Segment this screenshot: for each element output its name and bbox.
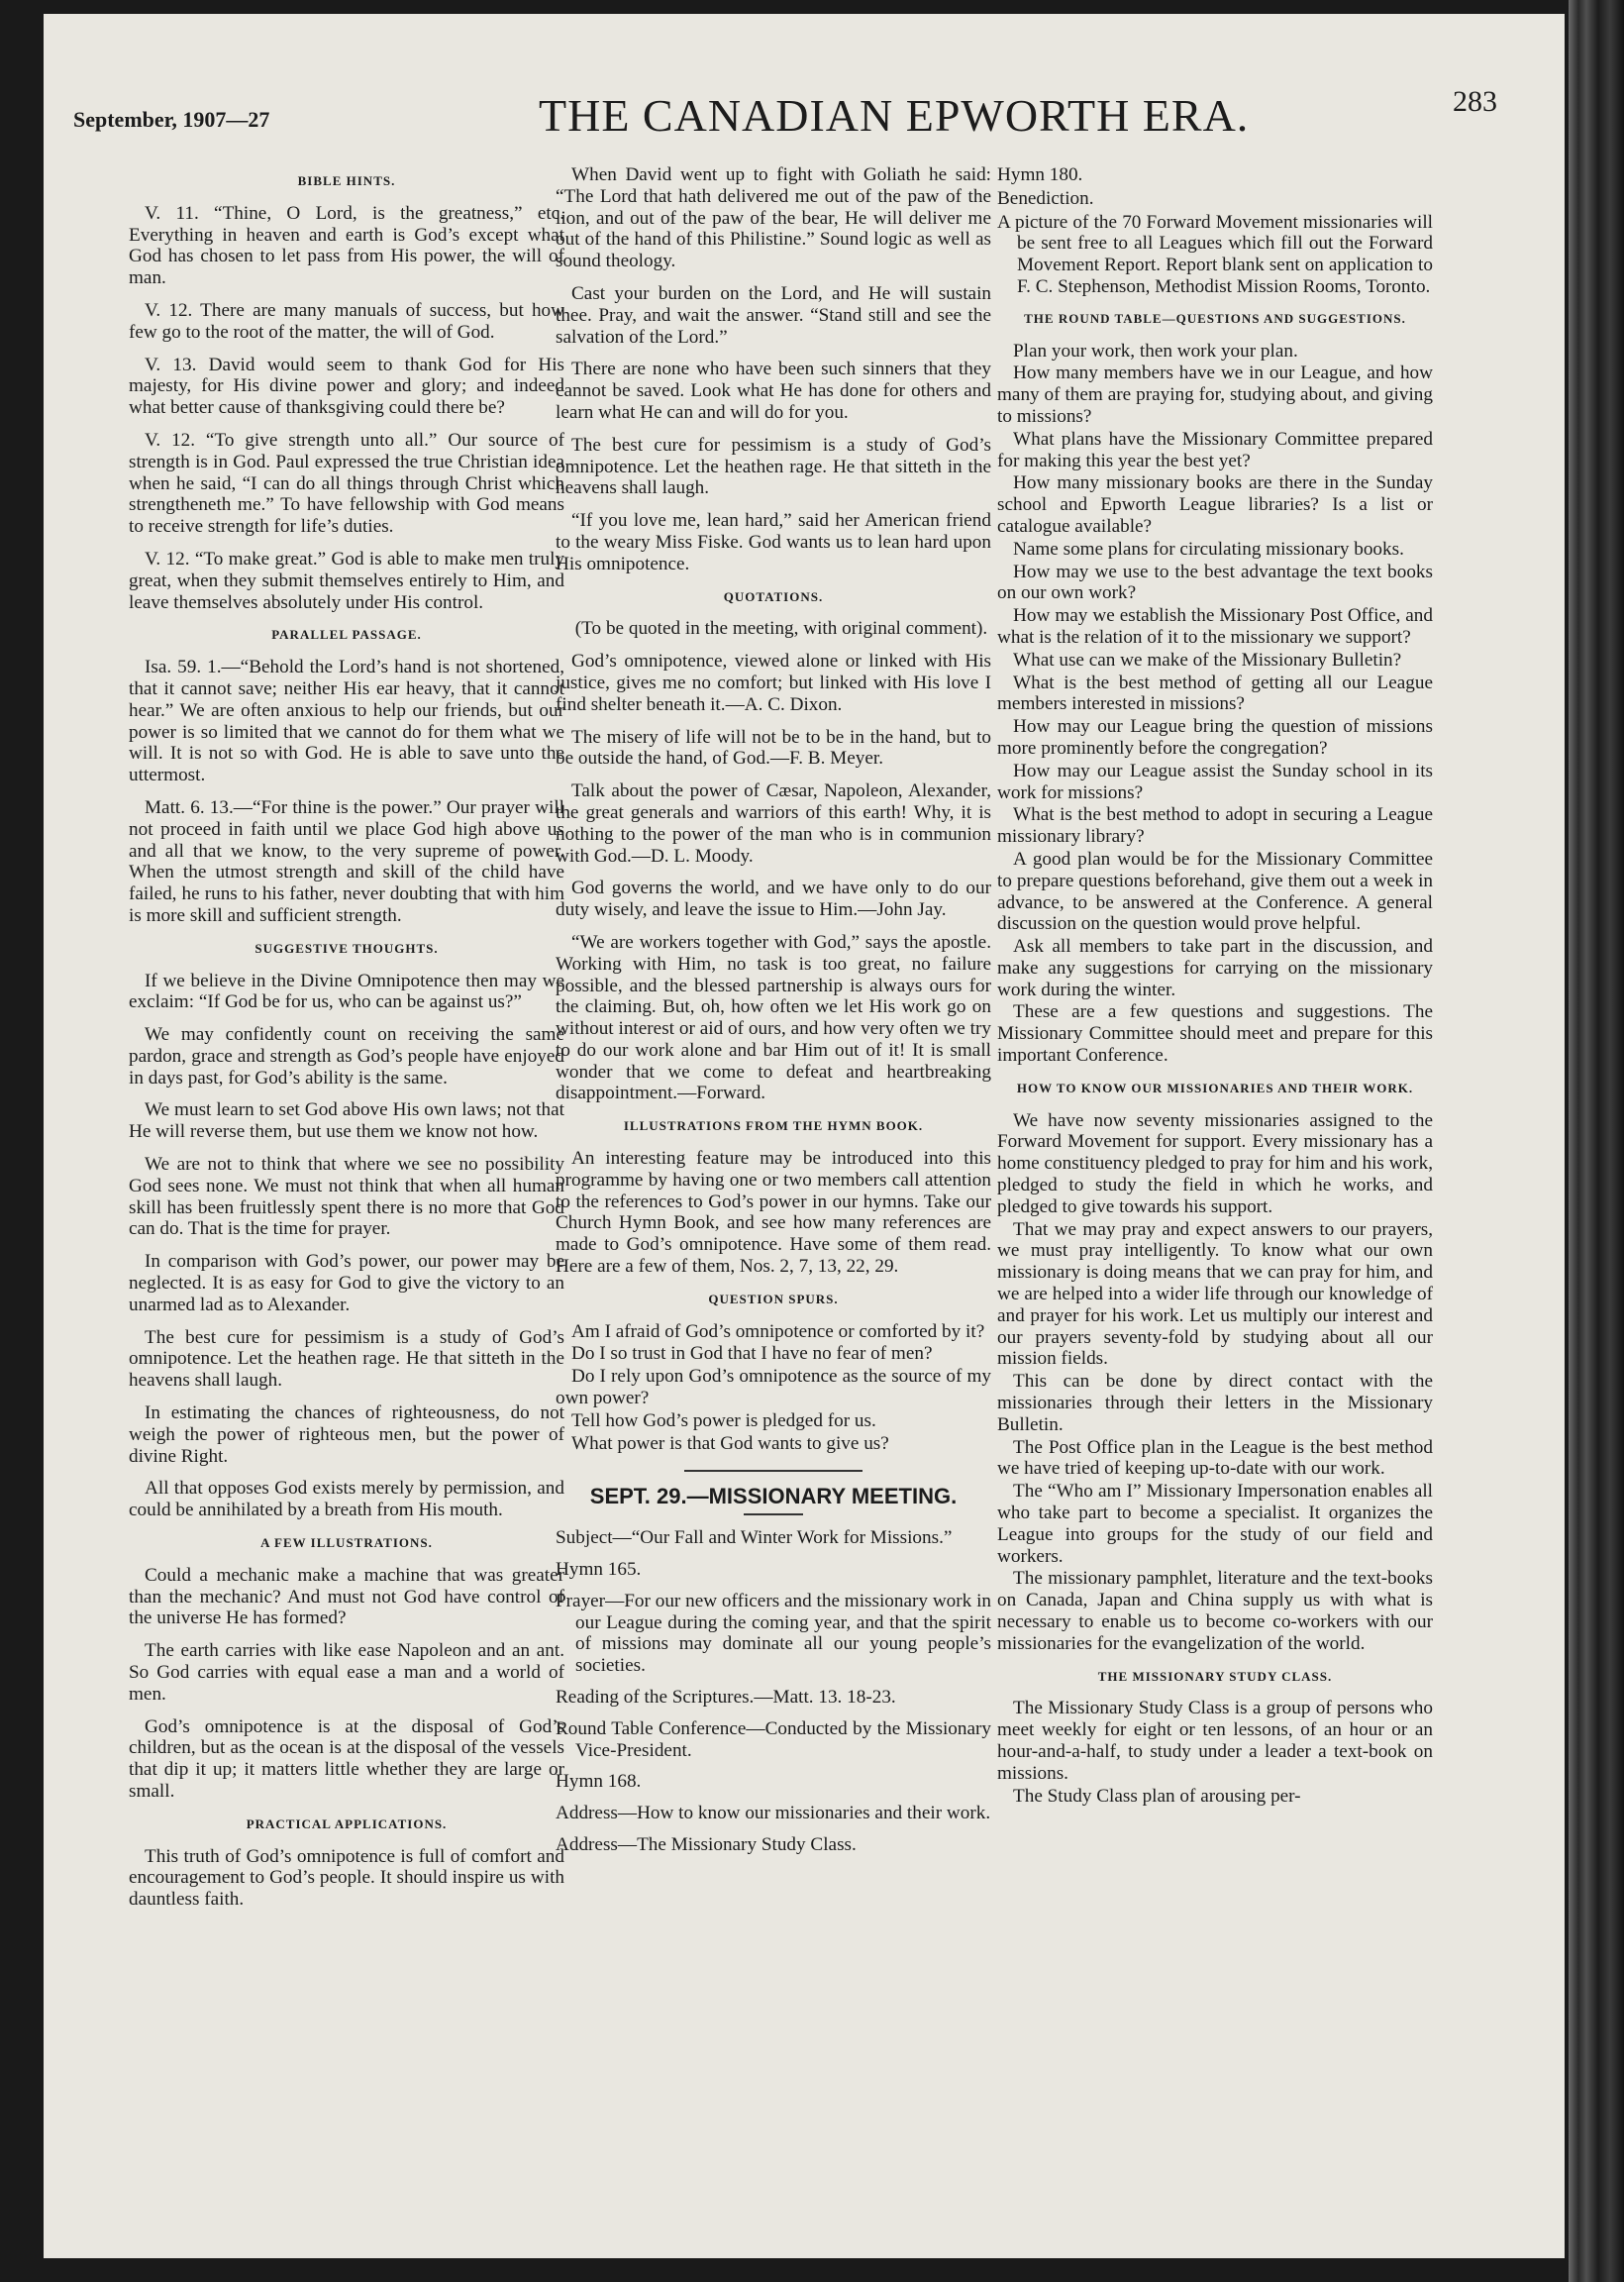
paragraph: Could a mechanic make a machine that was greater than the mechanic? And must not God have control of the universe He has formed? (129, 1564, 564, 1629)
column-middle (556, 164, 991, 1866)
quotation: “We are workers together with God,” says the apostle. Working with Him, no task is too great, no failure possible, and the blessed partnership is always ours for the claiming. But, oh, how often we let His work go on without interest or aid of ours, and how very often we try to do our work alone and bar Him out of it! It is small wonder that we come to defeat and heartbreaking disappointment.—Forward. (556, 931, 991, 1104)
column-left (129, 164, 564, 1921)
column-right (997, 164, 1433, 1808)
paragraph: The Post Office plan in the League is the best method we have tried of keeping up-to-date with our work. (997, 1436, 1433, 1480)
section-heading: ILLUSTRATIONS FROM THE HYMN BOOK. (623, 1118, 924, 1134)
paragraph: God’s omnipotence is at the disposal of God’s children, but as the ocean is at the disposal of the vessels that dip it up; it matters little whether they are large or small. (129, 1715, 564, 1802)
section-heading: A FEW ILLUSTRATIONS. (260, 1535, 433, 1551)
quotation: God governs the world, and we have only to do our duty wisely, and leave the issue to Him.—John Jay. (556, 878, 991, 921)
program-item: Hymn 180. (997, 164, 1083, 185)
program-item: Round Table Conference—Conducted by the Missionary Vice-President. (556, 1717, 991, 1761)
paragraph: That we may pray and expect answers to our prayers, we must pray intelligently. To know what our own missionary is doing means that we can pray for him, and we are helped into a wider life through our knowledge of and prayer for his work. Let us multiply our interest and our prayers seventy-fold by studying about all our mission fields. (997, 1218, 1433, 1370)
paragraph: The best cure for pessimism is a study of God’s omnipotence. Let the heathen rage. He that sitteth in the heavens shall laugh. (129, 1326, 564, 1392)
paragraph: Plan your work, then work your plan. (1013, 340, 1298, 362)
quotation: Talk about the power of Cæsar, Napoleon, Alexander, the great generals and warriors of this earth! Why, it is nothing to the power of the man who is in communion with God.—D. L. Moody. (556, 780, 991, 867)
question: Tell how God’s power is pledged for us. (571, 1409, 876, 1431)
paragraph: The best cure for pessimism is a study of God’s omnipotence. Let the heathen rage. He that sitteth in the heavens shall laugh. (556, 434, 991, 499)
paragraph: Name some plans for circulating missionary books. (1013, 538, 1404, 560)
paragraph: V. 12. There are many manuals of success, but how few go to the root of the matter, the will of God. (129, 299, 564, 343)
program-item: Address—How to know our missionaries and their work. (556, 1803, 991, 1824)
section-heading: QUOTATIONS. (723, 588, 824, 604)
paragraph: How many members have we in our League, and how many of them are praying for, studying about, and giving to missions? (997, 363, 1433, 427)
paragraph: If we believe in the Divine Omnipotence then may we exclaim: “If God be for us, who can be against us?” (129, 970, 564, 1013)
question: Do I so trust in God that I have no fear of men? (571, 1343, 933, 1365)
section-heading: QUESTION SPURS. (708, 1291, 839, 1306)
paragraph: The “Who am I” Missionary Impersonation enables all who take part to become a specialist. It organizes the League into groups for the study of our field and workers. (997, 1481, 1433, 1567)
paragraph: “If you love me, lean hard,” said her American friend to the weary Miss Fiske. God wants us to lean hard upon His omnipotence. (556, 510, 991, 574)
paragraph: When David went up to fight with Goliath he said: “The Lord that hath delivered me out of the paw of the lion, and out of the paw of the bear, He will deliver me out of the hand of this Philistine.” Sound logic as well as sound theology. (556, 164, 991, 272)
paragraph: A good plan would be for the Missionary Committee to prepare questions beforehand, give them out a week in advance, to be answered at the Conference. A general discussion on the question would prove helpful. (997, 848, 1433, 935)
paragraph: We have now seventy missionaries assigned to the Forward Movement for support. Every missionary has a home constituency pledged to pray for him and his work, pledged to study the field in which he works, and pledged to give towards his support. (997, 1109, 1433, 1217)
issue-date: September, 1907—27 (73, 107, 270, 132)
question: Do I rely upon God’s omnipotence as the source of my own power? (556, 1366, 991, 1409)
paragraph: What use can we make of the Missionary Bulletin? (1013, 649, 1402, 671)
paragraph: Ask all members to take part in the discussion, and make any suggestions for carrying on the missionary work during the winter. (997, 936, 1433, 1000)
divider-rule (684, 1470, 863, 1472)
question: Am I afraid of God’s omnipotence or comforted by it? (571, 1320, 985, 1342)
paragraph: V. 12. “To make great.” God is able to make men truly great, when they submit themselves entirely to Him, and leave themselves absolutely under His control. (129, 548, 564, 613)
paragraph: These are a few questions and suggestions. The Missionary Committee should meet and prepare for this important Conference. (997, 1001, 1433, 1067)
publication-title: THE CANADIAN EPWORTH ERA. (539, 90, 1250, 141)
program-item: Benediction. (997, 187, 1094, 209)
section-heading: PARALLEL PASSAGE. (271, 627, 422, 643)
paragraph: The earth carries with like ease Napoleon and an ant. So God carries with equal ease a man and a world of men. (129, 1640, 564, 1705)
paragraph: This can be done by direct contact with the missionaries through their letters in the Missionary Bulletin. (997, 1371, 1433, 1435)
paragraph: We may confidently count on receiving the same pardon, grace and strength as God’s people have enjoyed in days past, for God’s ability is the same. (129, 1024, 564, 1089)
section-heading: BIBLE HINTS. (297, 173, 396, 188)
paragraph: How many missionary books are there in the Sunday school and Epworth League libraries? Is a list or catalogue available? (997, 472, 1433, 537)
paragraph: How may our League bring the question of missions more prominently before the congregation? (997, 716, 1433, 759)
paragraph: Isa. 59. 1.—“Behold the Lord’s hand is not shortened, that it cannot save; neither His ear heavy, that it cannot hear.” We are often anxious to help our friends, but our power is so limited that we cannot do for them what we will. It is not so with God. He is able to save unto the uttermost. (129, 657, 564, 786)
section-heading: PRACTICAL APPLICATIONS. (246, 1815, 448, 1831)
paragraph: Cast your burden on the Lord, and He will sustain thee. Pray, and wait the answer. “Stand still and see the salvation of the Lord.” (556, 282, 991, 348)
paragraph: V. 12. “To give strength unto all.” Our source of strength is in God. Paul expressed the true Christian idea when he said, “I can do all things through Christ which strengtheneth me.” To have fellowship with God means to receive strength for life’s duties. (129, 429, 564, 538)
paragraph: We must learn to set God above His own laws; not that He will reverse them, but use them we know not how. (129, 1099, 564, 1143)
paragraph: In comparison with God’s power, our power may be neglected. It is as easy for God to give the victory to an unarmed lad as to Alexander. (129, 1251, 564, 1315)
paragraph: All that opposes God exists merely by permission, and could be annihilated by a breath from His mouth. (129, 1478, 564, 1521)
paragraph: What is the best method to adopt in securing a League missionary library? (997, 804, 1433, 848)
paragraph: This truth of God’s omnipotence is full of comfort and encouragement to God’s people. It should inspire us with dauntless faith. (129, 1845, 564, 1911)
paragraph: In estimating the chances of righteousness, do not weigh the power of righteous men, but the power of divine Right. (129, 1402, 564, 1467)
paragraph: The Study Class plan of arousing per- (1013, 1785, 1301, 1807)
section-heading: THE ROUND TABLE—QUESTIONS AND SUGGESTIONS. (1024, 310, 1406, 326)
quote-note: (To be quoted in the meeting, with original comment). (574, 618, 988, 640)
meeting-heading: SEPT. 29.—MISSIONARY MEETING. (589, 1484, 958, 1509)
section-heading: SUGGESTIVE THOUGHTS. (254, 940, 439, 956)
section-heading: HOW TO KNOW OUR MISSIONARIES AND THEIR WORK. (1016, 1080, 1414, 1095)
paragraph: V. 11. “Thine, O Lord, is the greatness,” etc. Everything in heaven and earth is God’s except what God has chosen to let pass from His power, the will of man. (129, 202, 564, 289)
program-item: Address—The Missionary Study Class. (556, 1834, 857, 1855)
divider-rule (744, 1513, 803, 1515)
book-spine (1569, 0, 1624, 2282)
running-header (73, 85, 1509, 145)
program-item: Prayer—For our new officers and the missionary work in our League during the coming year, and that the spirit of missions may dominate all our young people’s societies. (556, 1590, 991, 1677)
paragraph: We are not to think that where we see no possibility God sees none. We must not think that when all human skill has been fruitlessly spent there is no more that God can do. That is the time for prayer. (129, 1154, 564, 1240)
program-item: Hymn 165. (556, 1559, 642, 1581)
paragraph: V. 13. David would seem to thank God for His majesty, for His divine power and glory; and indeed what better cause of thanksgiving could there be? (129, 354, 564, 419)
paragraph: An interesting feature may be introduced into this programme by having one or two members call attention to the references to God’s power in our hymns. Take our Church Hymn Book, and see how many references are made to God’s omnipotence. Have some of them read. Here are a few of them, Nos. 2, 7, 13, 22, 29. (556, 1148, 991, 1278)
program-item: Subject—“Our Fall and Winter Work for Missions.” (556, 1527, 953, 1549)
paragraph: There are none who have been such sinners that they cannot be saved. Look what He has done for others and learn what He can and will do for you. (556, 359, 991, 423)
paragraph: The missionary pamphlet, literature and the text-books on Canada, Japan and China supply us with what is necessary to enable us to become co-workers with our missionaries for the evangelization of the world. (997, 1568, 1433, 1654)
paragraph: How may we use to the best advantage the text books on our own work? (997, 561, 1433, 604)
page-number: 283 (1453, 85, 1497, 118)
section-heading: THE MISSIONARY STUDY CLASS. (1097, 1668, 1333, 1684)
question: What power is that God wants to give us? (571, 1432, 889, 1454)
program-item: Reading of the Scriptures.—Matt. 13. 18-23. (556, 1687, 896, 1709)
paragraph: How may our League assist the Sunday school in its work for missions? (997, 760, 1433, 803)
paragraph: What plans have the Missionary Committee prepared for making this year the best yet? (997, 428, 1433, 471)
paragraph: What is the best method of getting all our League members interested in missions? (997, 672, 1433, 715)
paragraph: Matt. 6. 13.—“For thine is the power.” Our prayer will not proceed in faith until we place God high above us and all that we know, to the very supreme of power. When the utmost strength and skill of the child have failed, he runs to his father, never doubting that with him is more skill and sufficient strength. (129, 796, 564, 926)
paragraph: The Missionary Study Class is a group of persons who meet weekly for eight or ten lessons, of an hour or an hour-and-a-half, to study under a leader a text-book on missions. (997, 1698, 1433, 1784)
program-note: A picture of the 70 Forward Movement missionaries will be sent free to all Leagues which fill out the Forward Movement Report. Report blank sent on application to F. C. Stephenson, Methodist Mission Rooms, Toronto. (997, 211, 1433, 297)
quotation: God’s omnipotence, viewed alone or linked with His justice, gives me no comfort; but linked with His love I find shelter beneath it.—A. C. Dixon. (556, 651, 991, 715)
paragraph: How may we establish the Missionary Post Office, and what is the relation of it to the missionary we support? (997, 605, 1433, 648)
program-item: Hymn 168. (556, 1771, 642, 1793)
quotation: The misery of life will not be to be in the hand, but to be outside the hand, of God.—F. B. Meyer. (556, 726, 991, 770)
